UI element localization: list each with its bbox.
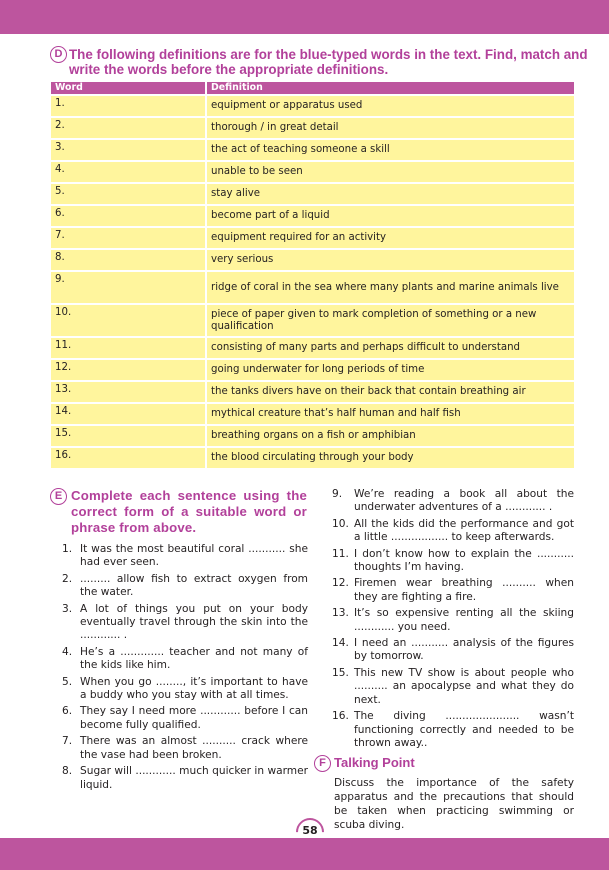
definition-cell [206, 249, 575, 271]
word-cell[interactable]: 16. [50, 447, 206, 469]
exercise-item [58, 646, 308, 673]
definition-text: equipment required for an activity [211, 232, 387, 243]
exercise-item [332, 637, 574, 664]
table-row [50, 95, 575, 117]
exercise-item [58, 573, 308, 600]
definition-text: the blood circulating through your body [211, 452, 414, 463]
definition-text: consisting of many parts and perhaps difficult to understand [211, 342, 521, 353]
section-e-title: Complete each sentence using the correct form of a suitable word or phrase from above. [71, 488, 307, 535]
definition-text: thorough / in great detail [211, 122, 339, 133]
table-row [50, 425, 575, 447]
word-cell[interactable]: 7. [50, 227, 206, 249]
exercise-number: 7. [62, 735, 73, 748]
table-row [50, 359, 575, 381]
exercise-item [58, 603, 308, 643]
definition-cell [206, 161, 575, 183]
exercise-text: We’re reading a book all about the underwater adventures of a ............ . [354, 488, 574, 514]
definition-text: become part of a liquid [211, 210, 330, 221]
exercise-text: Firemen wear breathing .......... when they are fighting a fire. [354, 577, 574, 603]
table-row [50, 271, 575, 304]
definition-cell [206, 337, 575, 359]
table-row [50, 304, 575, 337]
word-cell[interactable]: 5. [50, 183, 206, 205]
exercise-text: There was an almost .......... crack where the vase had been broken. [80, 735, 308, 761]
table-row [50, 337, 575, 359]
definition-text: ridge of coral in the sea where many plants and marine animals live [211, 281, 559, 293]
exercise-number: 6. [62, 705, 73, 718]
exercise-text: A lot of things you put on your body eventually travel through the skin into the ............ . [80, 602, 308, 642]
exercise-number: 4. [62, 645, 73, 658]
word-cell[interactable]: 2. [50, 117, 206, 139]
definition-cell [206, 227, 575, 249]
definition-cell [206, 403, 575, 425]
exercise-text: They say I need more ............ before I can become fully qualified. [80, 705, 308, 731]
word-cell[interactable]: 6. [50, 205, 206, 227]
section-e-badge: E [50, 488, 67, 505]
word-cell[interactable]: 14. [50, 403, 206, 425]
definition-text: the tanks divers have on their back that contain breathing air [211, 386, 526, 397]
table-header-row [50, 81, 575, 95]
definition-cell [206, 425, 575, 447]
definition-text: breathing organs on a fish or amphibian [211, 430, 416, 441]
definition-text: very serious [211, 254, 274, 265]
exercise-text: I need an ........... analysis of the figures by tomorrow. [354, 637, 574, 663]
exercise-text: It was the most beautiful coral ........... she had ever seen. [80, 543, 308, 569]
table-row [50, 183, 575, 205]
exercise-list-left [58, 543, 308, 795]
exercise-text: When you go ........, it’s important to have a buddy who you stay with at all times. [80, 675, 308, 702]
header-definition: Definition [206, 81, 575, 95]
definition-cell [206, 359, 575, 381]
definition-cell [206, 139, 575, 161]
table-row [50, 249, 575, 271]
word-cell[interactable]: 9. [50, 271, 206, 304]
exercise-text: He’s a ............. teacher and not many of the kids like him. [80, 645, 308, 672]
exercise-number: 12. [332, 577, 349, 590]
section-f-badge: F [314, 755, 331, 772]
word-cell[interactable]: 11. [50, 337, 206, 359]
table-row [50, 447, 575, 469]
word-cell[interactable]: 1. [50, 95, 206, 117]
section-f-title: Talking Point [334, 755, 415, 771]
definitions-table [50, 81, 575, 469]
definition-cell [206, 381, 575, 403]
definition-text: going underwater for long periods of time [211, 364, 425, 375]
exercise-text: This new TV show is about people who .......... an apocalypse and what they do next. [354, 666, 574, 706]
table-row [50, 117, 575, 139]
exercise-list-right [332, 488, 574, 753]
table-row [50, 403, 575, 425]
word-cell[interactable]: 3. [50, 139, 206, 161]
exercise-number: 8. [62, 765, 73, 778]
definition-text: piece of paper given to mark completion of something or a new qualification [211, 308, 537, 332]
word-cell[interactable]: 4. [50, 161, 206, 183]
definition-cell [206, 183, 575, 205]
exercise-number: 9. [332, 488, 343, 500]
definition-text: the act of teaching someone a skill [211, 144, 390, 155]
exercise-item [58, 765, 308, 792]
exercise-number: 14. [332, 637, 349, 650]
exercise-number: 2. [62, 572, 73, 585]
exercise-text: ......... allow fish to extract oxygen from the water. [80, 572, 308, 599]
exercise-item [58, 676, 308, 703]
exercise-number: 13. [332, 607, 349, 620]
definition-text: mythical creature that’s half human and half fish [211, 408, 461, 419]
header-band [0, 0, 609, 34]
header-word: Word [50, 81, 206, 95]
definition-cell [206, 447, 575, 469]
definition-cell [206, 205, 575, 227]
section-f-body: Discuss the importance of the safety apparatus and the precautions that should be taken when practicing swimming or scuba diving. [334, 777, 574, 832]
exercise-number: 11. [332, 547, 349, 560]
exercise-item [332, 548, 574, 575]
table-row [50, 381, 575, 403]
exercise-item [332, 667, 574, 707]
exercise-item [58, 705, 308, 732]
section-d-badge: D [50, 46, 67, 63]
word-cell[interactable]: 15. [50, 425, 206, 447]
definition-cell [206, 95, 575, 117]
exercise-number: 16. [332, 710, 349, 723]
exercise-number: 5. [62, 675, 73, 688]
exercise-number: 15. [332, 666, 349, 679]
table-row [50, 205, 575, 227]
word-cell[interactable]: 10. [50, 304, 206, 337]
exercise-item [58, 735, 308, 762]
exercise-number: 3. [62, 602, 73, 615]
exercise-text: The diving ...................... wasn’t functioning correctly and needed to be thrown away.. [354, 710, 574, 749]
exercise-item [58, 543, 308, 570]
table-row [50, 227, 575, 249]
exercise-text: It’s so expensive renting all the skiing ............ you need. [354, 607, 574, 633]
exercise-item [332, 607, 574, 634]
exercise-number: 1. [62, 543, 73, 555]
exercise-number: 10. [332, 517, 349, 530]
definition-text: stay alive [211, 188, 261, 199]
exercise-item [332, 710, 574, 750]
definition-cell [206, 304, 575, 337]
exercise-text: All the kids did the performance and got a little ................. to keep afterwards. [354, 517, 574, 544]
definition-text: equipment or apparatus used [211, 100, 363, 111]
definition-text: unable to be seen [211, 166, 303, 177]
definition-cell [206, 117, 575, 139]
page-number: 58 [302, 824, 318, 837]
page-number-badge [296, 818, 324, 838]
table-row [50, 139, 575, 161]
exercise-text: I don’t know how to explain the ........... thoughts I’m having. [354, 547, 574, 574]
table-row [50, 161, 575, 183]
section-d-title: The following definitions are for the blue-typed words in the text. Find, match and write the words before the appropriate definitions. [69, 47, 588, 77]
word-cell[interactable]: 12. [50, 359, 206, 381]
exercise-item [332, 488, 574, 515]
word-cell[interactable]: 13. [50, 381, 206, 403]
exercise-item [332, 577, 574, 604]
word-cell[interactable]: 8. [50, 249, 206, 271]
exercise-item [332, 518, 574, 545]
definition-cell [206, 271, 575, 304]
exercise-text: Sugar will ............ much quicker in warmer liquid. [80, 765, 308, 791]
footer-band [0, 838, 609, 870]
